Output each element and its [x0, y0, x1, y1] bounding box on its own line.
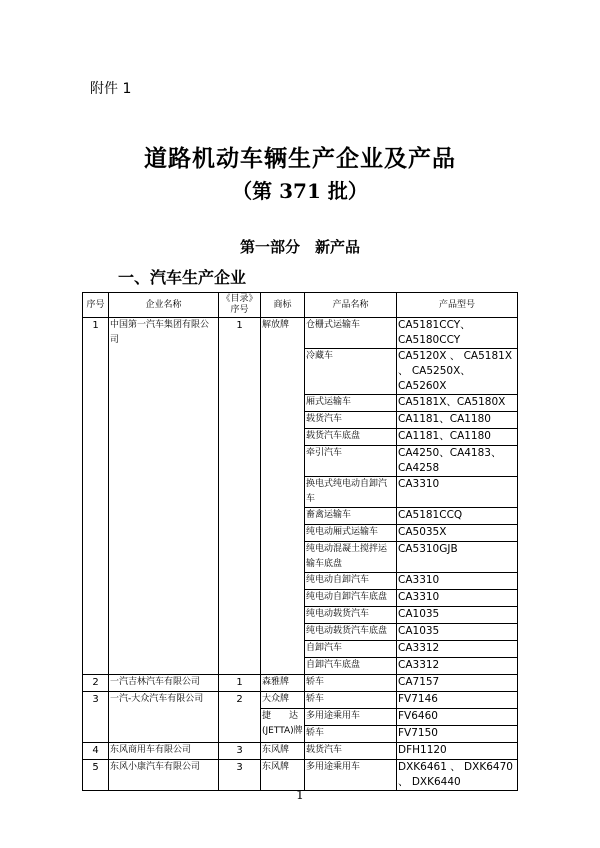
company-name: 东风小康汽车有限公司 — [109, 760, 219, 791]
product-model: CA4250、CA4183、CA4258 — [397, 446, 518, 477]
product-name: 载货汽车 — [305, 412, 397, 429]
product-name: 纯电动厢式运输车 — [305, 525, 397, 542]
company-name: 一汽-大众汽车有限公司 — [109, 692, 219, 743]
product-model: FV7146 — [397, 692, 518, 709]
product-model: CA7157 — [397, 675, 518, 692]
product-model: CA5181CCY、CA5180CCY — [397, 318, 518, 349]
brand: 东风牌 — [261, 743, 305, 760]
table-row — [83, 692, 518, 709]
brand: 捷 达(JETTA)牌 — [261, 709, 305, 743]
section-heading: 一、汽车生产企业 — [118, 268, 247, 287]
product-model: CA3310 — [397, 477, 518, 508]
brand: 东风牌 — [261, 760, 305, 791]
brand: 森雅牌 — [261, 675, 305, 692]
catalog-no: 2 — [219, 692, 261, 743]
product-model: CA3310 — [397, 573, 518, 590]
product-model: DFH1120 — [397, 743, 518, 760]
product-name: 自卸汽车底盘 — [305, 658, 397, 675]
brand: 解放牌 — [261, 318, 305, 675]
product-name: 轿车 — [305, 726, 397, 743]
product-model: DXK6461 、 DXK6470 、 DXK6440 — [397, 760, 518, 791]
attachment-label: 附件 1 — [90, 81, 132, 97]
company-name: 一汽吉林汽车有限公司 — [109, 675, 219, 692]
col-header-company: 企业名称 — [109, 293, 219, 318]
product-name: 纯电动载货汽车 — [305, 607, 397, 624]
product-model: CA1181、CA1180 — [397, 429, 518, 446]
product-name: 厢式运输车 — [305, 395, 397, 412]
product-name: 纯电动自卸汽车底盘 — [305, 590, 397, 607]
product-name: 自卸汽车 — [305, 641, 397, 658]
product-model: CA5035X — [397, 525, 518, 542]
company-name: 中国第一汽车集团有限公司 — [109, 318, 219, 675]
catalog-no: 1 — [219, 675, 261, 692]
product-name: 冷藏车 — [305, 349, 397, 395]
product-name: 多用途乘用车 — [305, 709, 397, 726]
product-name: 多用途乘用车 — [305, 760, 397, 791]
product-name: 纯电动自卸汽车 — [305, 573, 397, 590]
product-model: CA1035 — [397, 607, 518, 624]
product-model: CA5120X 、 CA5181X 、 CA5250X、CA5260X — [397, 349, 518, 395]
table-row — [83, 675, 518, 692]
product-name: 载货汽车 — [305, 743, 397, 760]
product-model: CA5181X、CA5180X — [397, 395, 518, 412]
table-header-row — [83, 293, 518, 318]
product-model: CA3312 — [397, 658, 518, 675]
product-name: 纯电动载货汽车底盘 — [305, 624, 397, 641]
product-name: 载货汽车底盘 — [305, 429, 397, 446]
part-heading: 第一部分 新产品 — [239, 238, 360, 256]
batch-subtitle: （第 371 批） — [232, 179, 368, 203]
product-name: 轿车 — [305, 692, 397, 709]
product-model: CA5181CCQ — [397, 508, 518, 525]
col-header-product: 产品名称 — [305, 293, 397, 318]
row-no: 2 — [83, 675, 109, 692]
col-header-model: 产品型号 — [397, 293, 518, 318]
product-model: CA3310 — [397, 590, 518, 607]
table-row — [83, 760, 518, 791]
row-no: 5 — [83, 760, 109, 791]
page-title: 道路机动车辆生产企业及产品 — [144, 145, 456, 172]
product-model: CA5310GJB — [397, 542, 518, 573]
brand: 大众牌 — [261, 692, 305, 709]
company-name: 东风商用车有限公司 — [109, 743, 219, 760]
product-name: 畜禽运输车 — [305, 508, 397, 525]
table-row — [83, 743, 518, 760]
product-model: FV7150 — [397, 726, 518, 743]
product-model: CA1035 — [397, 624, 518, 641]
row-no: 1 — [83, 318, 109, 675]
row-no: 3 — [83, 692, 109, 743]
products-table — [82, 292, 518, 791]
col-header-brand: 商标 — [261, 293, 305, 318]
catalog-no: 1 — [219, 318, 261, 675]
col-header-no: 序号 — [83, 293, 109, 318]
page-number: 1 — [296, 788, 304, 802]
catalog-no: 3 — [219, 743, 261, 760]
product-name: 仓栅式运输车 — [305, 318, 397, 349]
table-row — [83, 318, 518, 349]
catalog-no: 3 — [219, 760, 261, 791]
product-name: 牵引汽车 — [305, 446, 397, 477]
product-name: 纯电动混凝土搅拌运输车底盘 — [305, 542, 397, 573]
col-header-catalog: 《目录》序号 — [219, 293, 261, 318]
product-name: 换电式纯电动自卸汽车 — [305, 477, 397, 508]
product-name: 轿车 — [305, 675, 397, 692]
product-model: FV6460 — [397, 709, 518, 726]
row-no: 4 — [83, 743, 109, 760]
product-model: CA1181、CA1180 — [397, 412, 518, 429]
product-model: CA3312 — [397, 641, 518, 658]
